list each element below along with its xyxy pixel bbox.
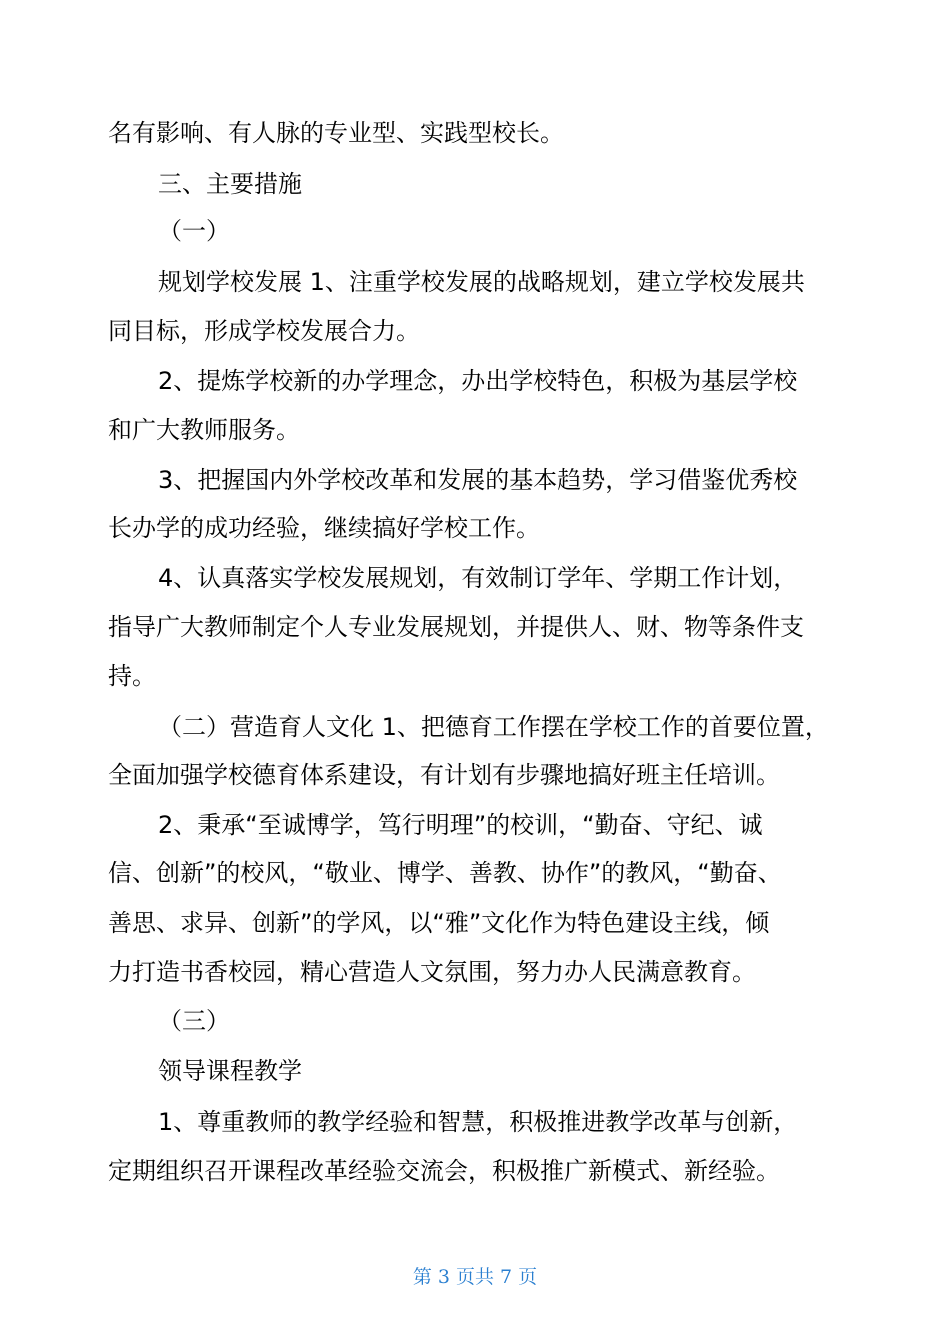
paragraph-line: 指导广大教师制定个人专业发展规划，并提供人、财、物等条件支 (108, 613, 804, 641)
paragraph-line: （二）营造育人文化 1、把德育工作摆在学校工作的首要位置， (158, 713, 829, 741)
paragraph-line: 持。 (108, 662, 156, 690)
paragraph-line: 全面加强学校德育体系建设，有计划有步骤地搞好班主任培训。 (108, 761, 780, 789)
paragraph-line: 力打造书香校园，精心营造人文氛围，努力办人民满意教育。 (108, 958, 756, 986)
paragraph-line: 长办学的成功经验，继续搞好学校工作。 (108, 514, 540, 542)
paragraph-line: 3、把握国内外学校改革和发展的基本趋势，学习借鉴优秀校 (158, 466, 798, 494)
paragraph-line: 名有影响、有人脉的专业型、实践型校长。 (108, 119, 564, 147)
paragraph-line: 信、创新”的校风，“敬业、博学、善教、协作”的教风，“勤奋、 (108, 859, 782, 887)
paragraph-line: 1、尊重教师的教学经验和智慧，积极推进教学改革与创新， (158, 1108, 798, 1136)
paragraph-line: 4、认真落实学校发展规划，有效制订学年、学期工作计划， (158, 564, 798, 592)
subsection-number: （一） (158, 217, 230, 245)
paragraph-line: 善思、求异、创新”的学风，以“雅”文化作为特色建设主线，倾 (108, 909, 770, 937)
page-number: 第 3 页共 7 页 (412, 1266, 538, 1288)
paragraph-line: 和广大教师服务。 (108, 416, 300, 444)
paragraph-line: 同目标，形成学校发展合力。 (108, 317, 420, 345)
subsection-number: （三） (158, 1007, 230, 1035)
paragraph-line: 2、秉承“至诚博学，笃行明理”的校训，“勤奋、守纪、诚 (158, 811, 763, 839)
paragraph-line: 定期组织召开课程改革经验交流会，积极推广新模式、新经验。 (108, 1157, 780, 1185)
subsection-heading: 领导课程教学 (158, 1057, 302, 1085)
paragraph-line: 2、提炼学校新的办学理念，办出学校特色，积极为基层学校 (158, 367, 798, 395)
paragraph-line: 规划学校发展 1、注重学校发展的战略规划，建立学校发展共 (158, 268, 805, 296)
section-heading: 三、主要措施 (158, 170, 302, 198)
